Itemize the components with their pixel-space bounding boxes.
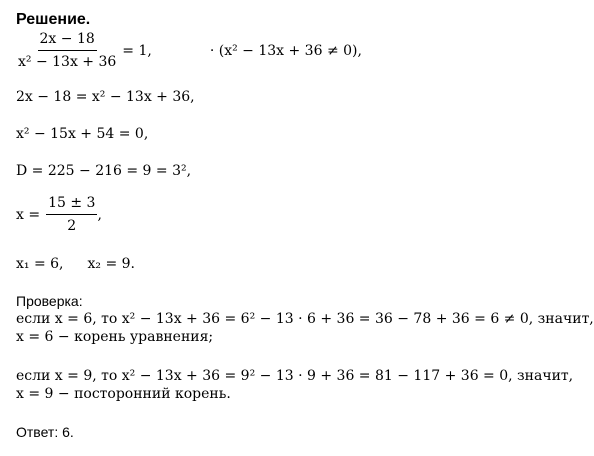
root-x2: x₂ = 9. bbox=[87, 256, 135, 272]
check-line-3: если x = 9, то x² − 13x + 36 = 9² − 13 · 9 + 36 = 81 − 117 + 36 = 0, значит, bbox=[16, 368, 574, 384]
domain-condition: · (x² − 13x + 36 ≠ 0), bbox=[209, 42, 362, 59]
equation-line-2: 2x − 18 = x² − 13x + 36, bbox=[16, 89, 195, 105]
check-line-1: если x = 6, то x² − 13x + 36 = 6² − 13 · 6 + 36 = 36 − 78 + 36 = 6 ≠ 0, значит, bbox=[16, 311, 594, 327]
roots-fraction bbox=[46, 194, 97, 235]
solution-title: Решение. bbox=[16, 11, 91, 28]
roots-fraction-numerator: 15 ± 3 bbox=[46, 194, 97, 215]
answer-line: Ответ: 6. bbox=[16, 424, 74, 440]
check-line-2: x = 6 − корень уравнения; bbox=[16, 329, 214, 345]
discriminant-line: D = 225 − 216 = 9 = 3², bbox=[16, 163, 192, 179]
equation-line-3: x² − 15x + 54 = 0, bbox=[16, 126, 149, 142]
equation-fraction-condition bbox=[16, 30, 362, 71]
roots-formula-lhs: x = bbox=[16, 206, 41, 223]
roots-fraction-denominator: 2 bbox=[67, 218, 77, 234]
roots-line bbox=[16, 255, 135, 273]
equation-rhs: = 1, bbox=[122, 42, 152, 59]
check-line-4: x = 9 − посторонний корень. bbox=[16, 386, 231, 402]
check-heading: Проверка: bbox=[16, 293, 83, 309]
roots-formula-suffix: , bbox=[97, 206, 102, 223]
fraction-numerator: 2x − 18 bbox=[38, 30, 97, 51]
fraction bbox=[16, 30, 118, 71]
fraction-denominator: x² − 13x + 36 bbox=[18, 54, 117, 70]
root-x1: x₁ = 6, bbox=[16, 256, 64, 272]
roots-formula bbox=[16, 194, 102, 235]
